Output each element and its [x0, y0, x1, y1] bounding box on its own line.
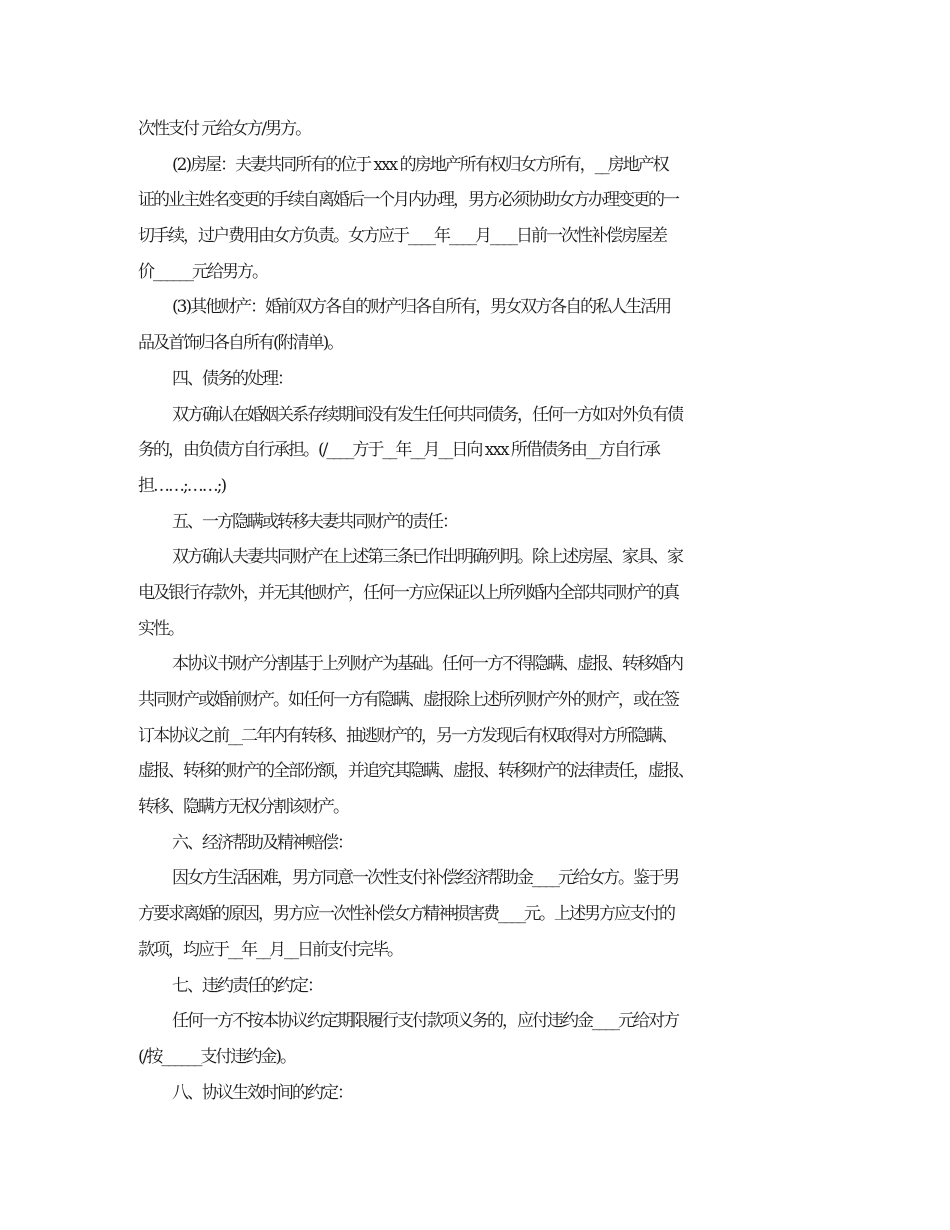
- text-line: 双方确认在婚姻关系存续期间没有发生任何共同债务，任何一方如对外负有债: [172, 404, 682, 425]
- section-heading: 五、一方隐瞒或转移夫妻共同财产的责任：: [172, 511, 457, 532]
- text-line: 价______元给男方。: [138, 261, 267, 282]
- text-line: (2)房屋：夫妻共同所有的位于 xxx 的房地产所有权归女方所有，__房地产权: [172, 154, 668, 175]
- text-line: 任何一方不按本协议约定期限履行支付款项义务的，应付违约金____元给对方: [172, 1011, 678, 1032]
- section-heading: 八、协议生效时间的约定：: [172, 1082, 352, 1103]
- text-line: (/按______支付违约金)。: [138, 1046, 295, 1067]
- text-line: 次性支付 元给女方/男方。: [138, 119, 311, 139]
- text-line: 虚报、转移的财产的全部份额，并追究其隐瞒、虚报、转移财产的法律责任，虚报、: [138, 761, 693, 782]
- text-line: 担……;……;): [138, 475, 226, 496]
- section-heading: 七、违约责任的约定：: [172, 975, 322, 996]
- text-line: 款项，均应于__年__月__日前支付完毕。: [138, 939, 402, 960]
- text-line: 电及银行存款外，并无其他财产，任何一方应保证以上所列婚内全部共同财产的真: [138, 582, 678, 603]
- text-line: 共同财产或婚前财产。如任何一方有隐瞒、虚报除上述所列财产外的财产，或在签: [138, 690, 678, 710]
- text-line: 方要求离婚的原因，男方应一次性补偿女方精神损害费____元。上述男方应支付的: [138, 904, 674, 925]
- text-line: 实性。: [138, 618, 183, 639]
- text-line: 本协议书财产分割基于上列财产为基础。任何一方不得隐瞒、虚报、转移婚内: [172, 654, 682, 675]
- section-heading: 四、债务的处理：: [172, 368, 292, 389]
- text-line: 因女方生活困难，男方同意一次性支付补偿经济帮助金____元给女方。鉴于男: [172, 868, 678, 889]
- section-heading: 六、经济帮助及精神赔偿：: [172, 832, 352, 853]
- text-line: 双方确认夫妻共同财产在上述第三条已作出明确列明。除上述房屋、家具、家: [172, 547, 682, 568]
- text-line: 证的业主姓名变更的手续自离婚后一个月内办理，男方必须协助女方办理变更的一: [138, 190, 678, 211]
- text-line: 切手续，过户费用由女方负责。女方应于____年____月____日前一次性补偿房屋差: [138, 226, 666, 247]
- document-body: [138, 112, 818, 1111]
- text-line: 订本协议之前__二年内有转移、抽逃财产的，另一方发现后有权取得对方所隐瞒、: [138, 725, 676, 746]
- text-line: 转移、隐瞒方无权分割该财产。: [138, 797, 348, 818]
- text-line: 务的，由负债方自行承担。(/____方于__年__月__日向 xxx 所借债务由__方自行承: [138, 440, 659, 461]
- text-line: (3)其他财产：婚前双方各自的财产归各自所有，男女双方各自的私人生活用: [172, 297, 671, 318]
- text-line: 品及首饰归各自所有(附清单)。: [138, 333, 343, 354]
